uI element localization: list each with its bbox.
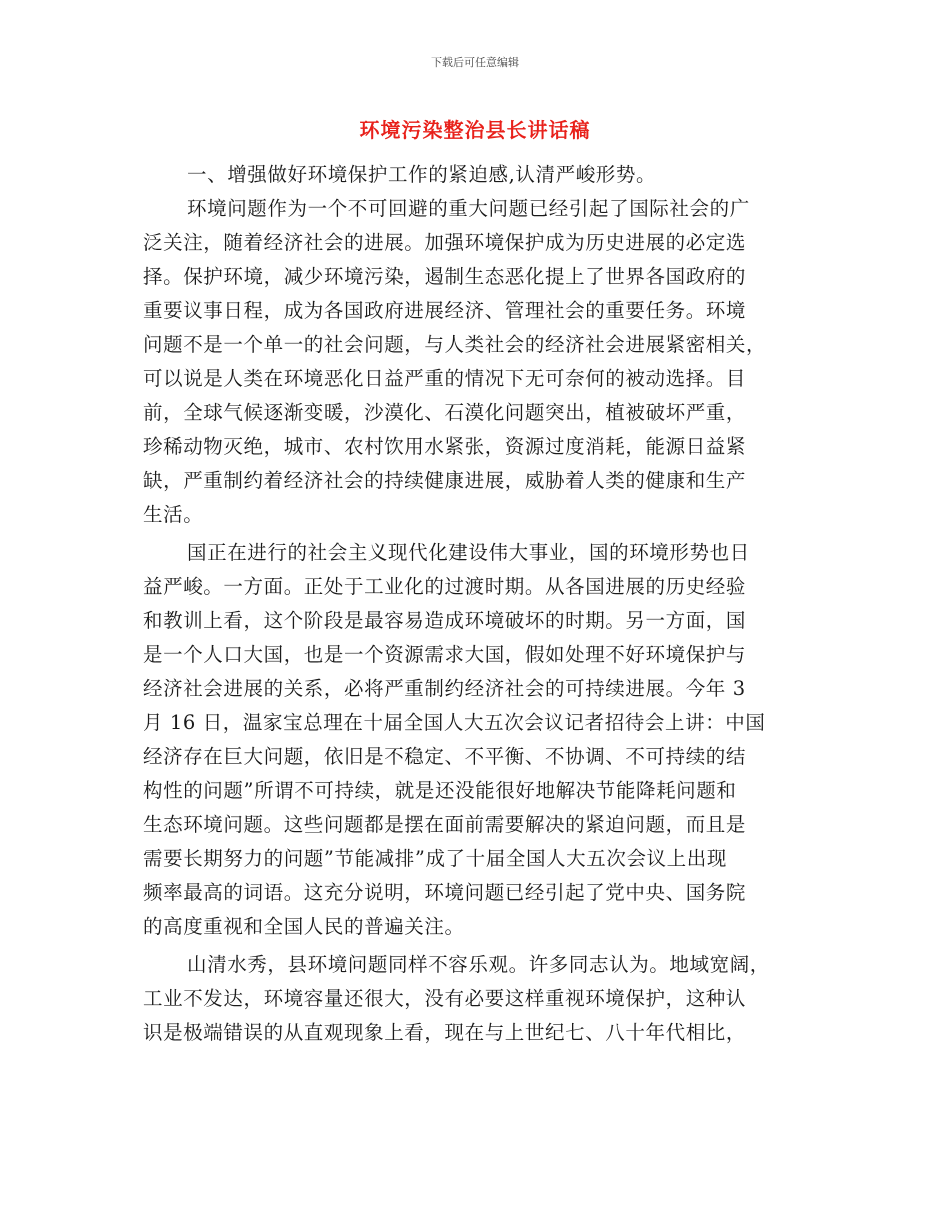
document-title: 环境污染整治县长讲话稿 [359, 118, 591, 142]
text-line: 生活。 [143, 503, 204, 526]
text-line: 需要长期努力的问题”节能减排”成了十届全国人大五次会议上出现 [143, 847, 727, 870]
text-line: 珍稀动物灭绝，城市、农村饮用水紧张，资源过度消耗，能源日益紧 [143, 435, 747, 458]
section-heading: 一、增强做好环境保护工作的紧迫感,认清严峻形势。 [187, 163, 657, 186]
document-body [143, 158, 813, 1050]
text-line: 重要议事日程，成为各国政府进展经济、管理社会的重要任务。环境 [143, 299, 747, 322]
text-line: 经济社会进展的关系，必将严重制约经济社会的可持续进展。今年 3 [143, 677, 746, 700]
text-line: 工业不发达，环境容量还很大，没有必要这样重视环境保护，这种认 [143, 987, 747, 1010]
text-line: 泛关注，随着经济社会的进展。加强环境保护成为历史进展的必定选 [143, 231, 747, 254]
text-line: 可以说是人类在环境恶化日益严重的情况下无可奈何的被动选择。目 [143, 367, 747, 390]
text-line: 经济存在巨大问题，依旧是不稳定、不平衡、不协调、不可持续的结 [143, 745, 747, 768]
text-line: 前，全球气候逐渐变暖，沙漠化、石漠化问题突出，植被破坏严重， [143, 401, 747, 424]
text-line: 和教训上看，这个阶段是最容易造成环境破坏的时期。另一方面，国 [143, 609, 747, 632]
text-line: 国正在进行的社会主义现代化建设伟大事业，国的环境形势也日 [187, 541, 750, 564]
text-line: 月 16 日，温家宝总理在十届全国人大五次会议记者招待会上讲：中国 [143, 711, 766, 734]
text-line: 益严峻。一方面。正处于工业化的过渡时期。从各国进展的历史经验 [143, 575, 747, 598]
page-header-note: 下载后可任意编辑 [431, 56, 519, 69]
text-line: 生态环境问题。这些问题都是摆在面前需要解决的紧迫问题，而且是 [143, 813, 747, 836]
text-line: 频率最高的词语。这充分说明，环境问题已经引起了党中央、国务院 [143, 881, 747, 904]
text-line: 择。保护环境，减少环境污染，遏制生态恶化提上了世界各国政府的 [143, 265, 747, 288]
text-line: 识是极端错误的从直观现象上看，现在与上世纪七、八十年代相比， [143, 1021, 747, 1044]
text-line: 山清水秀，县环境问题同样不容乐观。许多同志认为。地域宽阔， [187, 953, 770, 976]
text-line: 构性的问题”所谓不可持续，就是还没能很好地解决节能降耗问题和 [143, 779, 737, 802]
text-line: 的高度重视和全国人民的普遍关注。 [143, 915, 465, 938]
text-line: 环境问题作为一个不可回避的重大问题已经引起了国际社会的广 [187, 197, 750, 220]
text-line: 问题不是一个单一的社会问题，与人类社会的经济社会进展紧密相关， [143, 333, 767, 356]
text-line: 缺，严重制约着经济社会的持续健康进展，威胁着人类的健康和生产 [143, 469, 747, 492]
text-line: 是一个人口大国，也是一个资源需求大国，假如处理不好环境保护与 [143, 643, 747, 666]
